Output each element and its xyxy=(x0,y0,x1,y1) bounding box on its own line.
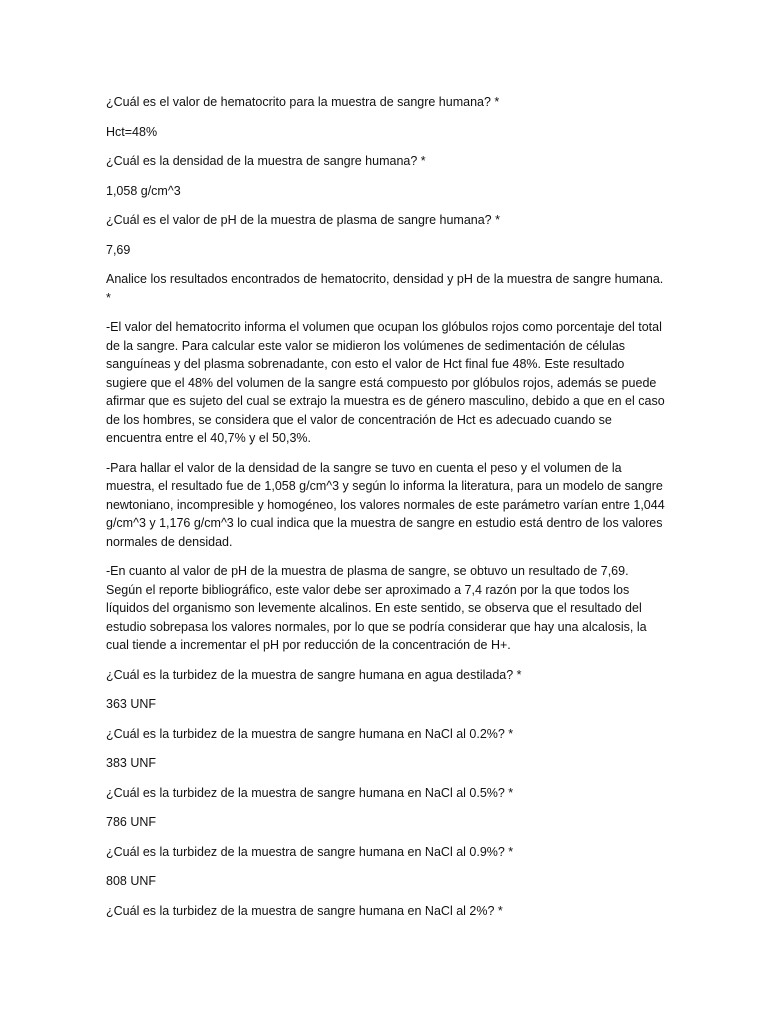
analysis-hematocrit: -El valor del hematocrito informa el volumen que ocupan los glóbulos rojos como porcentaje del total de la sangre. Para calcular este valor se midieron los volúmenes de sedimentación de células sanguíneas y del plasma sobrenadante, con esto el valor de Hct final fue 48%. Este resultado sugiere que el 48% del volumen de la sangre está compuesto por glóbulos rojos, además se puede afirmar que es sujeto del cual se extrajo la muestra es de género masculino, debido a que en el caso de los hombres, se considera que el valor de concentración de Hct es adecuado cuando se encuentra entre el 40,7% y el 50,3%. xyxy=(106,320,665,445)
answer-ph: 7,69 xyxy=(106,242,131,257)
question-turbidity-nacl-0-9: ¿Cuál es la turbidez de la muestra de sangre humana en NaCl al 0.9%? * xyxy=(106,844,514,859)
answer-turbidity-nacl-0-5: 786 UNF xyxy=(106,815,157,829)
answer-hematocrit: Hct=48% xyxy=(106,124,158,139)
question-turbidity-nacl-0-2: ¿Cuál es la turbidez de la muestra de sangre humana en NaCl al 0.2%? * xyxy=(106,726,514,741)
answer-turbidity-nacl-0-9: 808 UNF xyxy=(106,874,157,888)
answer-turbidity-nacl-0-2: 383 UNF xyxy=(106,756,157,770)
question-analysis: Analice los resultados encontrados de hematocrito, densidad y pH de la muestra de sangre humana. * xyxy=(106,272,664,305)
document-page xyxy=(106,93,666,931)
question-density: ¿Cuál es la densidad de la muestra de sangre humana? * xyxy=(106,154,426,168)
question-turbidity-nacl-2: ¿Cuál es la turbidez de la muestra de sangre humana en NaCl al 2%? * xyxy=(106,903,503,918)
answer-turbidity-water: 363 UNF xyxy=(106,697,157,711)
answer-density: 1,058 g/cm^3 xyxy=(106,183,181,198)
question-turbidity-water: ¿Cuál es la turbidez de la muestra de sangre humana en agua destilada? * xyxy=(106,667,522,682)
analysis-ph: -En cuanto al valor de pH de la muestra de plasma de sangre, se obtuvo un resultado de 7,69. Según el reporte bibliográfico, este valor debe ser aproximado a 7,4 razón por la que todos los líquidos del organismo son levemente alcalinos. En este sentido, se observa que el resultado del estudio sobrepasa los valores normales, por lo que se podría considerar que hay una alcalosis, la cual tiende a incrementar el pH por reducción de la concentración de H+. xyxy=(106,564,647,652)
question-hematocrit: ¿Cuál es el valor de hematocrito para la muestra de sangre humana? * xyxy=(106,95,500,109)
question-ph: ¿Cuál es el valor de pH de la muestra de plasma de sangre humana? * xyxy=(106,213,500,227)
analysis-density: -Para hallar el valor de la densidad de la sangre se tuvo en cuenta el peso y el volumen de la muestra, el resultado fue de 1,058 g/cm^3 y según lo informa la literatura, para un modelo de sangre newtoniano, incompresible y homogéneo, los valores normales de este parámetro varían entre 1,044 g/cm^3 y 1,176 g/cm^3 lo cual indica que la muestra de sangre en estudio está dentro de los valores normales de densidad. xyxy=(106,460,665,549)
question-turbidity-nacl-0-5: ¿Cuál es la turbidez de la muestra de sangre humana en NaCl al 0.5%? * xyxy=(106,785,514,800)
